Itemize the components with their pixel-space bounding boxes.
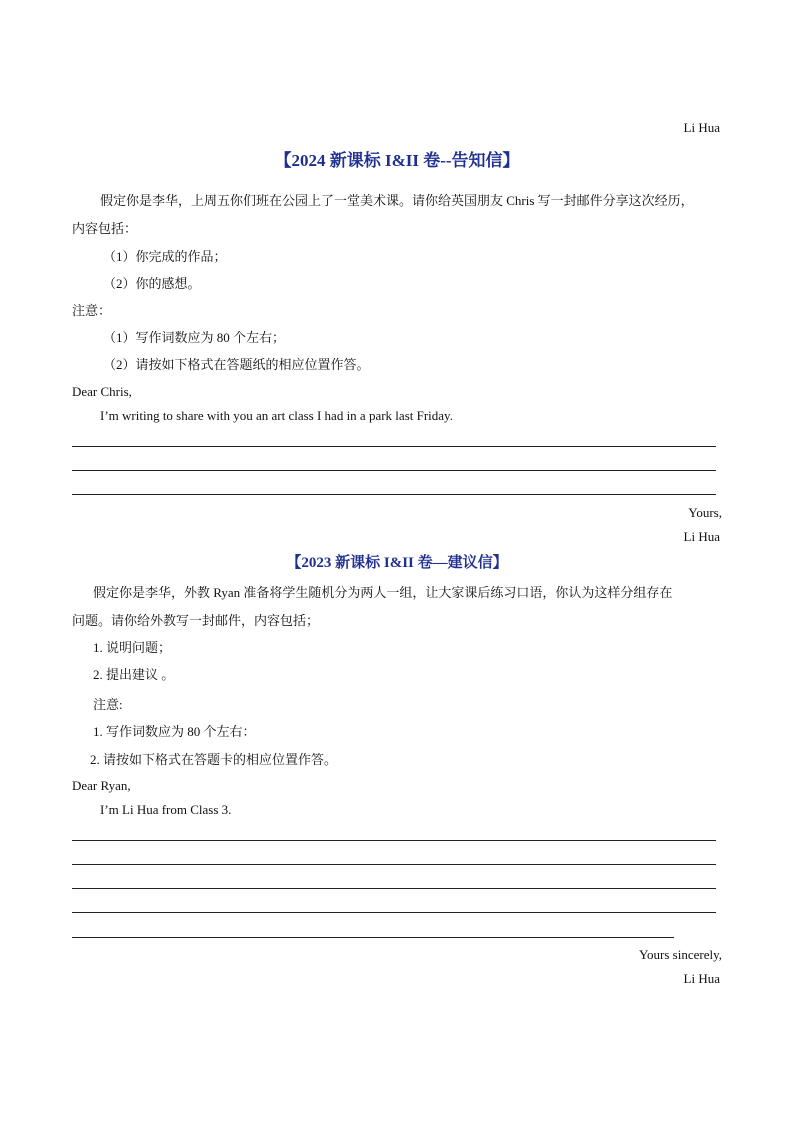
section2-content-item: 1. 说明问题； [93, 640, 172, 655]
answer-line [72, 494, 716, 495]
answer-line [72, 840, 716, 841]
section2-closing: Yours sincerely, [638, 947, 722, 962]
answer-line [72, 446, 716, 447]
section2-title: 【2023 新课标 I&II 卷—建议信】 [286, 555, 508, 571]
section1-note-item: （2）请按如下格式在答题纸的相应位置作答。 [103, 357, 370, 372]
section1-salutation: Dear Chris, [72, 384, 132, 399]
answer-line [72, 864, 716, 865]
section1-closing: Yours, [688, 505, 722, 520]
section1-intro-line2: 内容包括： [72, 221, 138, 236]
section1-signature: Li Hua [683, 529, 720, 544]
section2-note-label: 注意: [93, 697, 123, 712]
answer-line [72, 888, 716, 889]
section2-salutation: Dear Ryan, [72, 778, 131, 793]
section1-title: 【2024 新课标 I&II 卷--告知信】 [274, 151, 520, 170]
section2-intro-line1: 假定你是李华，外教 Ryan 准备将学生随机分为两人一组，让大家课后练习口语，你认为这样分组存在 [93, 585, 673, 600]
section2-note-item: 1. 写作词数应为 80 个左右： [93, 724, 256, 739]
top-signature: Li Hua [683, 120, 720, 135]
section2-note-item: 2. 请按如下格式在答题卡的相应位置作答。 [90, 752, 338, 767]
section1-content-item: （1）你完成的作品； [103, 249, 227, 264]
section1-note-item: （1）写作词数应为 80 个左右； [103, 330, 286, 345]
answer-line [72, 937, 674, 938]
answer-line [72, 912, 716, 913]
section1-note-label: 注意： [72, 303, 112, 318]
section2-content-item: 2. 提出建议 。 [93, 667, 175, 682]
answer-line [72, 470, 716, 471]
section2-opening: I’m Li Hua from Class 3. [100, 802, 232, 817]
section1-opening: I’m writing to share with you an art class I had in a park last Friday. [100, 408, 453, 423]
section2-intro-line2: 问题。请你给外教写一封邮件，内容包括； [72, 613, 320, 628]
section1-content-item: （2）你的感想。 [103, 276, 201, 291]
section1-intro-line1: 假定你是李华，上周五你们班在公园上了一堂美术课。请你给英国朋友 Chris 写一封邮件分享这次经历， [100, 193, 694, 208]
section2-signature: Li Hua [683, 971, 720, 986]
